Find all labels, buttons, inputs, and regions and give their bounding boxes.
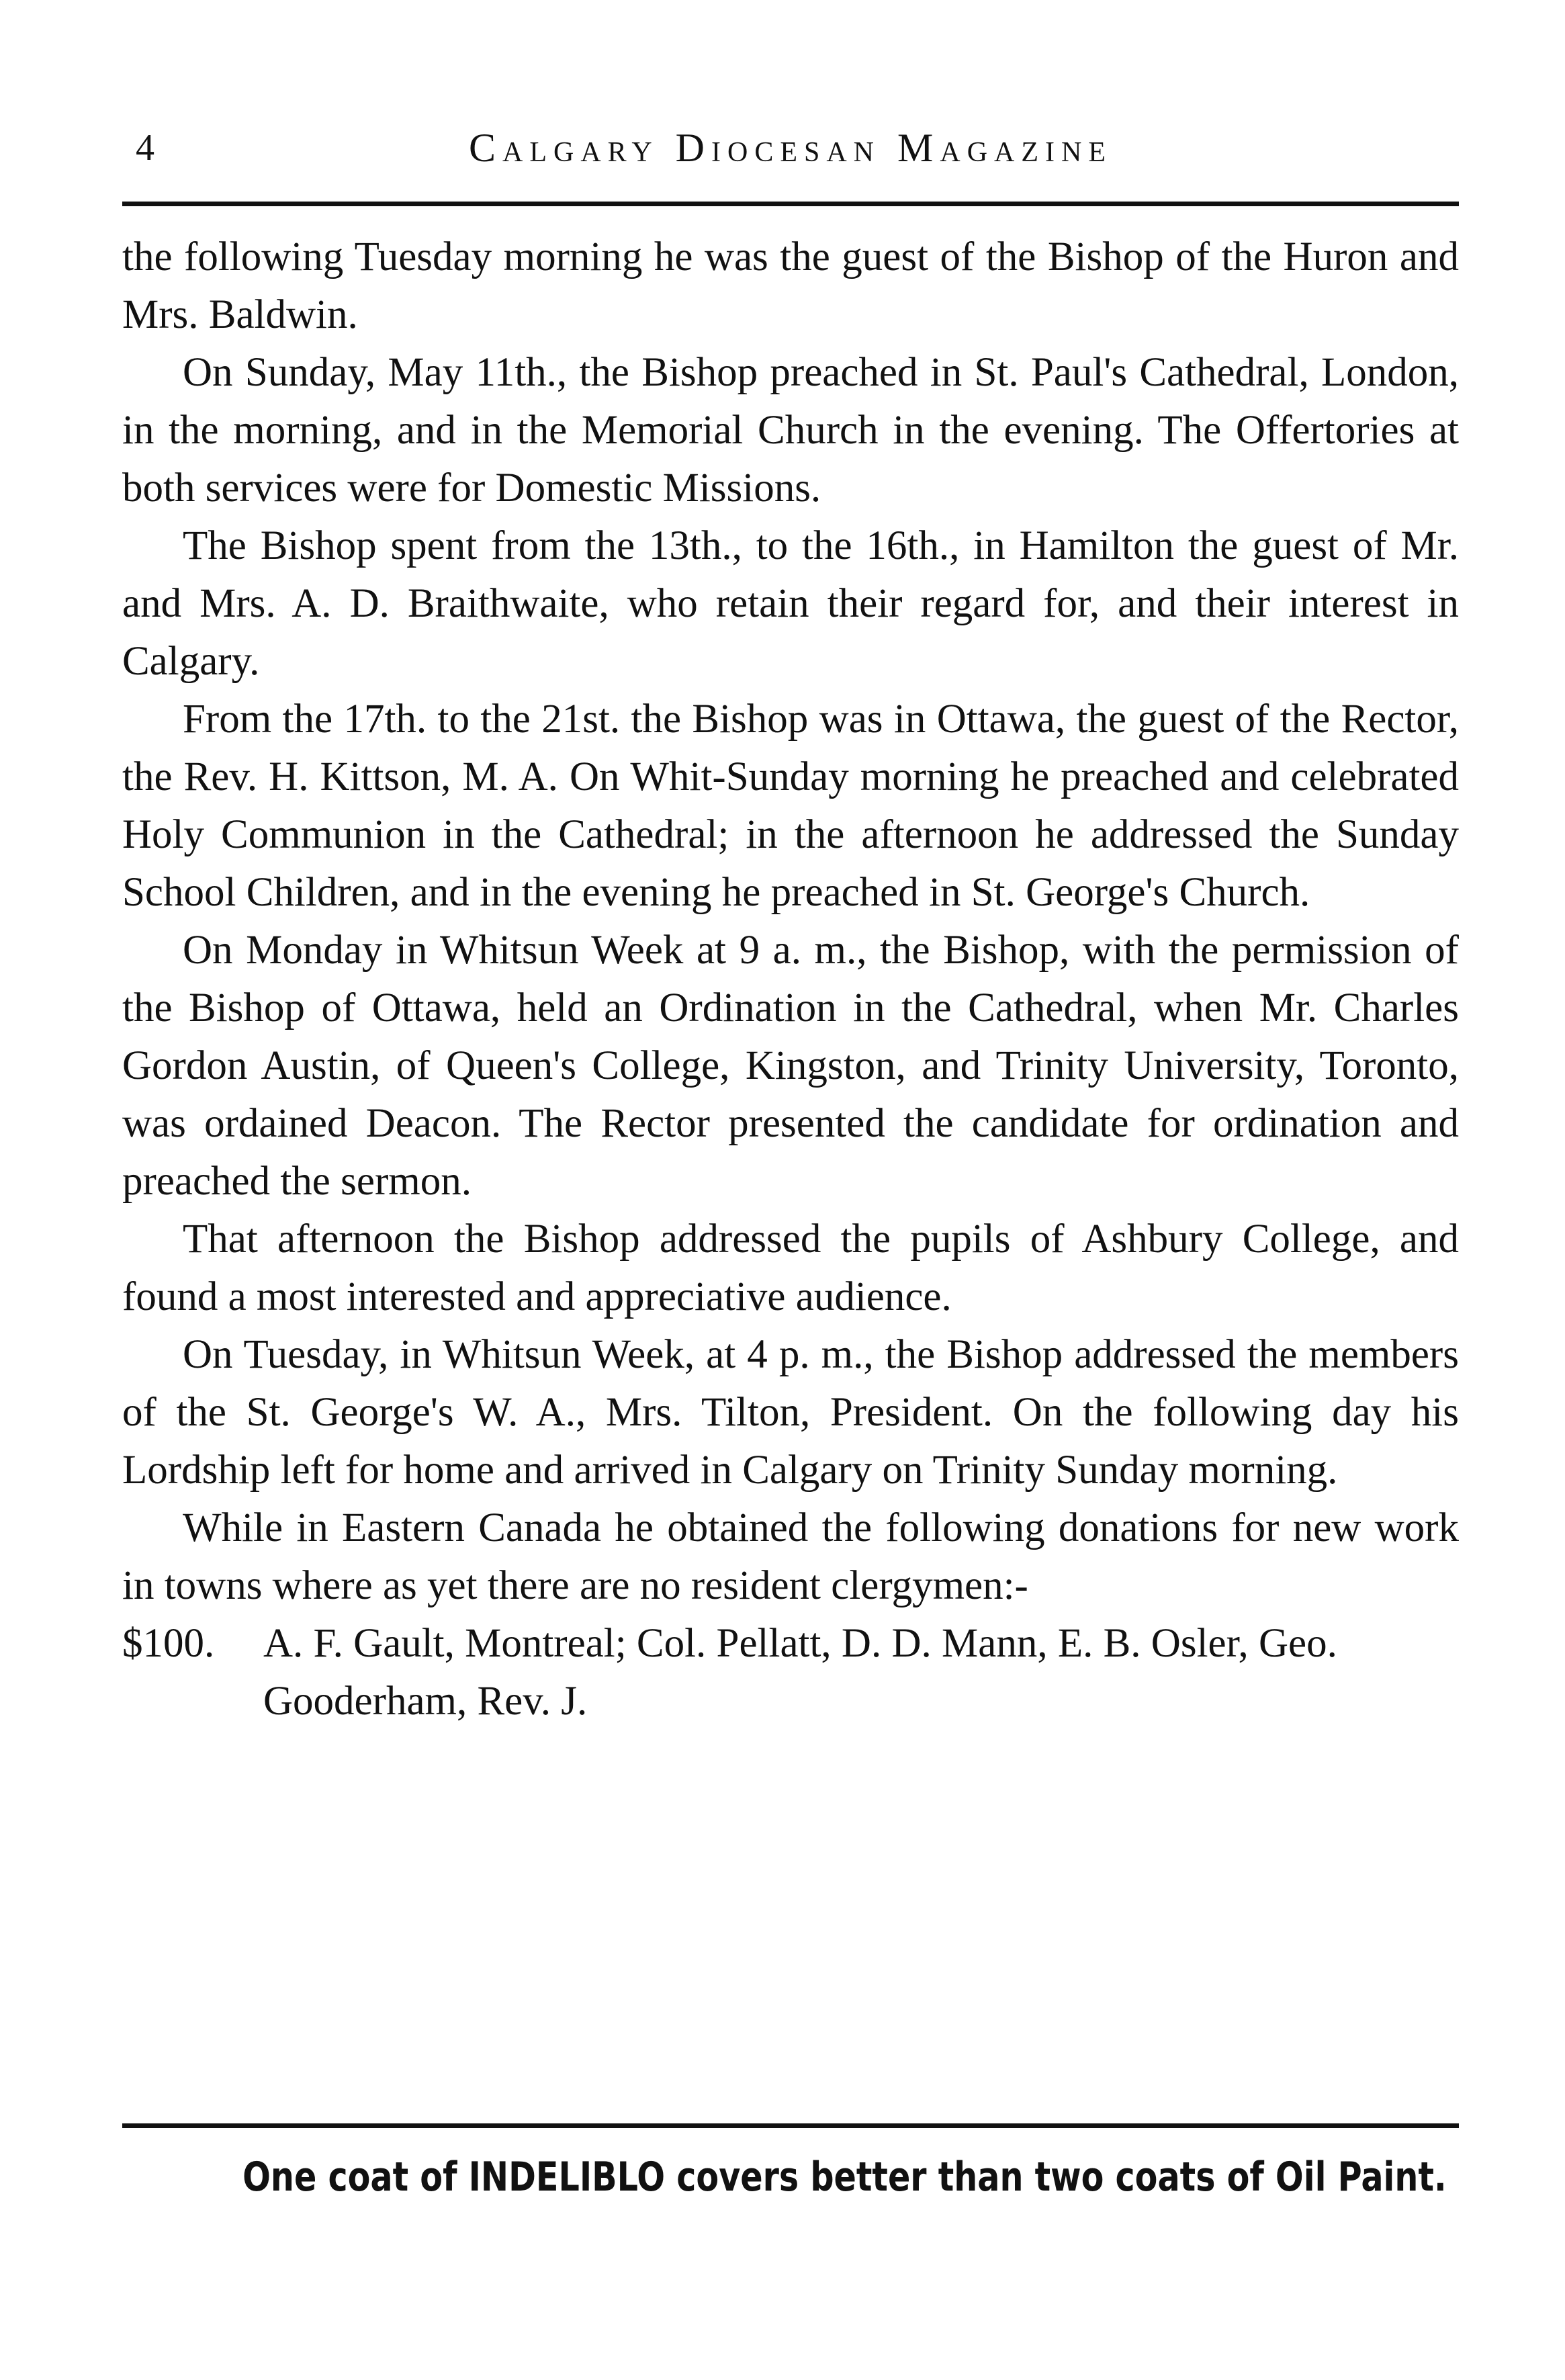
page-header bbox=[122, 114, 1459, 175]
paragraph: On Sunday, May 11th., the Bishop preached in St. Paul's Cathedral, London, in the morning, and in the Memorial Church in the evening. The Offertories at both services were for Domestic Missions. bbox=[122, 350, 1459, 511]
paragraph: While in Eastern Canada he obtained the following donations for new work in towns where as yet there are no resident clergymen:- bbox=[122, 1505, 1459, 1608]
paragraph: From the 17th. to the 21st. the Bishop was in Ottawa, the guest of the Rector, the Rev. H. Kittson, M. A. On Whit-Sunday morning he preached and celebrated Holy Communion in the Cathedral; in the afternoon he addressed the Sunday School Children, and in the evening he preached in St. George's Church. bbox=[122, 697, 1459, 915]
paragraph: That afternoon the Bishop addressed the pupils of Ashbury College, and found a most interested and appreciative audience. bbox=[122, 1217, 1459, 1319]
footer-rule bbox=[122, 2123, 1459, 2128]
page-number: 4 bbox=[136, 127, 154, 169]
running-title: Calgary Diocesan Magazine bbox=[468, 126, 1112, 170]
article-body bbox=[122, 228, 1459, 1730]
donation-amount: $100. bbox=[122, 1621, 215, 1666]
donation-entry bbox=[122, 1615, 1459, 1730]
paragraph: The Bishop spent from the 13th., to the 16th., in Hamilton the guest of Mr. and Mrs. A. D. Braithwaite, who retain their regard for, and their interest in Calgary. bbox=[122, 523, 1459, 684]
paragraph: the following Tuesday morning he was the guest of the Bishop of the Huron and Mrs. Baldwin. bbox=[122, 234, 1459, 337]
donor-names: A. F. Gault, Montreal; Col. Pellatt, D. D. Mann, E. B. Osler, Geo. Gooderham, Rev. J. bbox=[263, 1621, 1337, 1724]
advertisement: One coat of INDELIBLO covers better than two coats of Oil Paint. bbox=[242, 2154, 1447, 2201]
header-rule bbox=[122, 202, 1459, 206]
paragraph: On Tuesday, in Whitsun Week, at 4 p. m., the Bishop addressed the members of the St. George's W. A., Mrs. Tilton, President. On the following day his Lordship left for home and arrived in Calgary on Trinity Sunday morning. bbox=[122, 1332, 1459, 1493]
paragraph: On Monday in Whitsun Week at 9 a. m., the Bishop, with the permission of the Bishop of Ottawa, held an Ordination in the Cathedral, when Mr. Charles Gordon Austin, of Queen's College, Kingston, and Trinity University, Toronto, was ordained Deacon. The Rector presented the candidate for ordination and preached the sermon. bbox=[122, 928, 1459, 1204]
